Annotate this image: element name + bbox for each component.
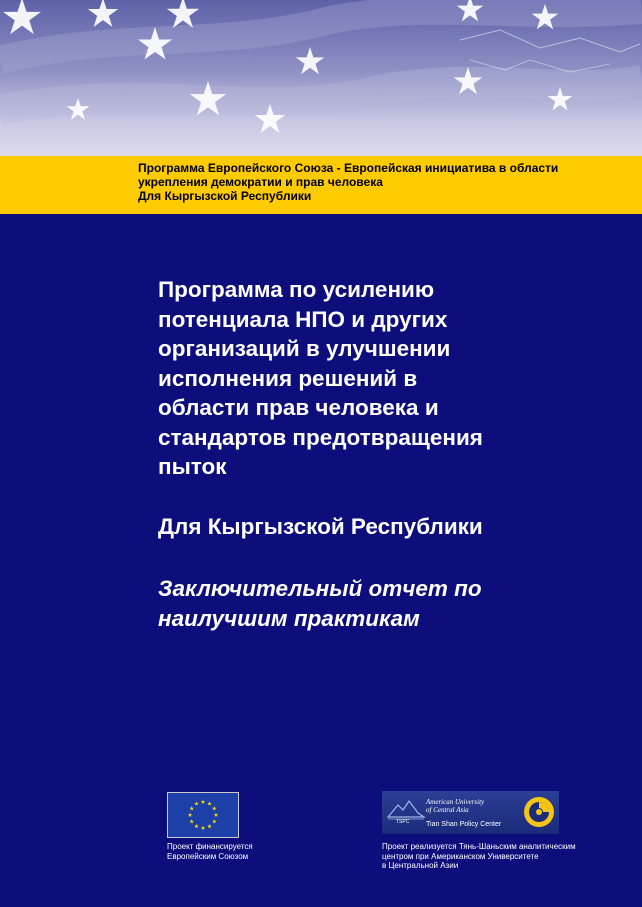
eu-flag-icon bbox=[167, 792, 239, 838]
sun-emblem-icon bbox=[521, 794, 557, 830]
caption-line: Европейским Союзом bbox=[167, 851, 249, 861]
tspc-name: Tian Shan Policy Center bbox=[426, 821, 502, 828]
program-line: укрепления демократии и прав человека bbox=[138, 175, 383, 189]
title-line: потенциала НПО и других bbox=[158, 306, 448, 332]
eu-flag-banner bbox=[0, 0, 642, 156]
title-line: области прав человека и bbox=[158, 395, 439, 420]
tspc-abbreviation: TSPC bbox=[396, 819, 410, 825]
tspc-implementation-caption bbox=[382, 842, 576, 871]
title-line: пыток bbox=[158, 454, 227, 479]
title-line: организаций в улучшении bbox=[158, 336, 451, 361]
caption-line: Проект реализуется Тянь-Шаньским аналитическим bbox=[382, 842, 576, 851]
banner-stars-image bbox=[0, 0, 642, 156]
title-line: стандартов предотвращения bbox=[158, 424, 483, 450]
report-subtitle bbox=[158, 574, 598, 633]
program-bar bbox=[0, 156, 642, 214]
university-name bbox=[426, 798, 484, 814]
subtitle-line: Заключительный отчет по bbox=[158, 576, 482, 601]
program-description bbox=[138, 161, 618, 203]
country-heading: Для Кыргызской Республики bbox=[158, 514, 483, 539]
university-line: of Central Asia bbox=[426, 806, 469, 814]
tspc-logo bbox=[382, 791, 559, 834]
caption-line: центром при Американском Университете bbox=[382, 851, 539, 861]
university-line: American University bbox=[426, 798, 485, 806]
caption-line: в Центральной Азии bbox=[382, 861, 459, 870]
caption-line: Проект финансируется bbox=[167, 842, 253, 851]
subtitle-line: наилучшим практикам bbox=[158, 605, 420, 631]
program-line: Для Кыргызской Республики bbox=[138, 189, 312, 203]
eu-stars-icon bbox=[168, 793, 238, 837]
eu-funding-caption bbox=[167, 842, 253, 861]
program-line: Программа Европейского Союза - Европейская инициатива в области bbox=[138, 161, 559, 175]
title-line: исполнения решений в bbox=[158, 365, 418, 391]
title-line: Программа по усилению bbox=[158, 277, 435, 302]
document-title bbox=[158, 275, 618, 482]
